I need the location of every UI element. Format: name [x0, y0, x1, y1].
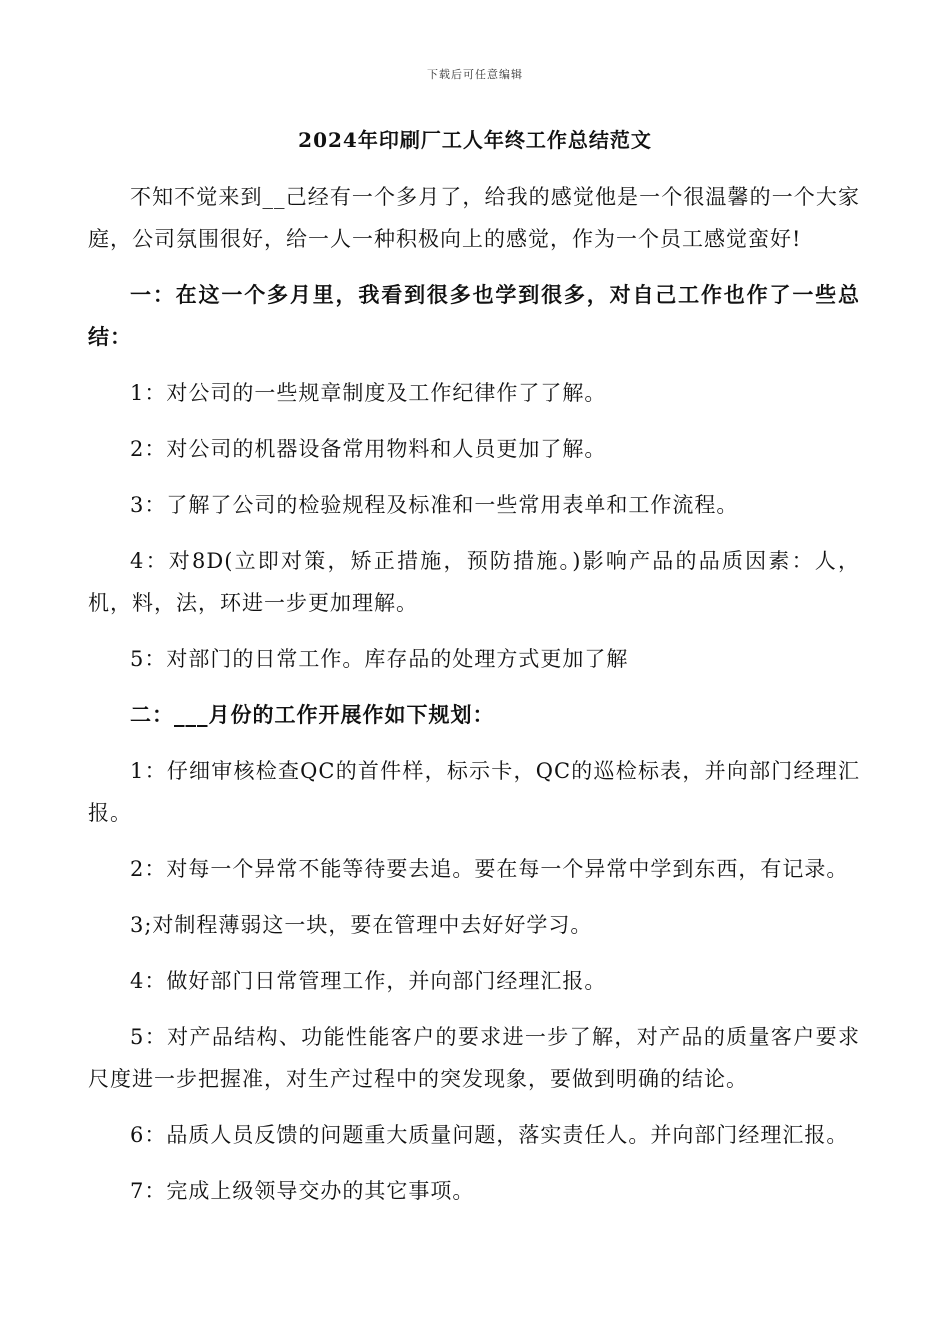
- document-body: [88, 176, 860, 1226]
- list-item: 1：仔细审核检查QC的首件样，标示卡，QC的巡检标表，并向部门经理汇报。: [88, 759, 860, 825]
- list-item: 2：对每一个异常不能等待要去追。要在每一个异常中学到东西，有记录。: [130, 857, 849, 881]
- list-item: 3：了解了公司的检验规程及标准和一些常用表单和工作流程。: [130, 493, 739, 517]
- list-item: 1：对公司的一些规章制度及工作纪律作了了解。: [130, 381, 607, 405]
- section-heading-1: 一：在这一个多月里，我看到很多也学到很多，对自己工作也作了一些总结：: [88, 282, 860, 349]
- list-item: 2：对公司的机器设备常用物料和人员更加了解。: [130, 437, 607, 461]
- list-item: 3;对制程薄弱这一块，要在管理中去好好学习。: [130, 913, 593, 937]
- paragraph-intro: 不知不觉来到__己经有一个多月了，给我的感觉他是一个很温馨的一个大家庭，公司氛围很好，给一人一种积极向上的感觉，作为一个员工感觉蛮好!: [88, 185, 860, 251]
- section-heading-2: 二：___月份的工作开展作如下规划：: [130, 702, 495, 727]
- list-item: 6：品质人员反馈的问题重大质量问题，落实责任人。并向部门经理汇报。: [130, 1123, 849, 1147]
- header-note: 下载后可任意编辑: [427, 68, 523, 81]
- list-item: 4：对8D(立即对策，矫正措施，预防措施。)影响产品的品质因素：人，机，料，法，环进一步更加理解。: [88, 549, 860, 615]
- list-item: 5：对部门的日常工作。库存品的处理方式更加了解: [130, 647, 629, 671]
- document-title: 2024年印刷厂工人年终工作总结范文: [298, 128, 652, 152]
- list-item: 5：对产品结构、功能性能客户的要求进一步了解，对产品的质量客户要求尺度进一步把握准，对生产过程中的突发现象，要做到明确的结论。: [88, 1025, 860, 1091]
- list-item: 7：完成上级领导交办的其它事项。: [130, 1179, 475, 1203]
- list-item: 4：做好部门日常管理工作，并向部门经理汇报。: [130, 969, 607, 993]
